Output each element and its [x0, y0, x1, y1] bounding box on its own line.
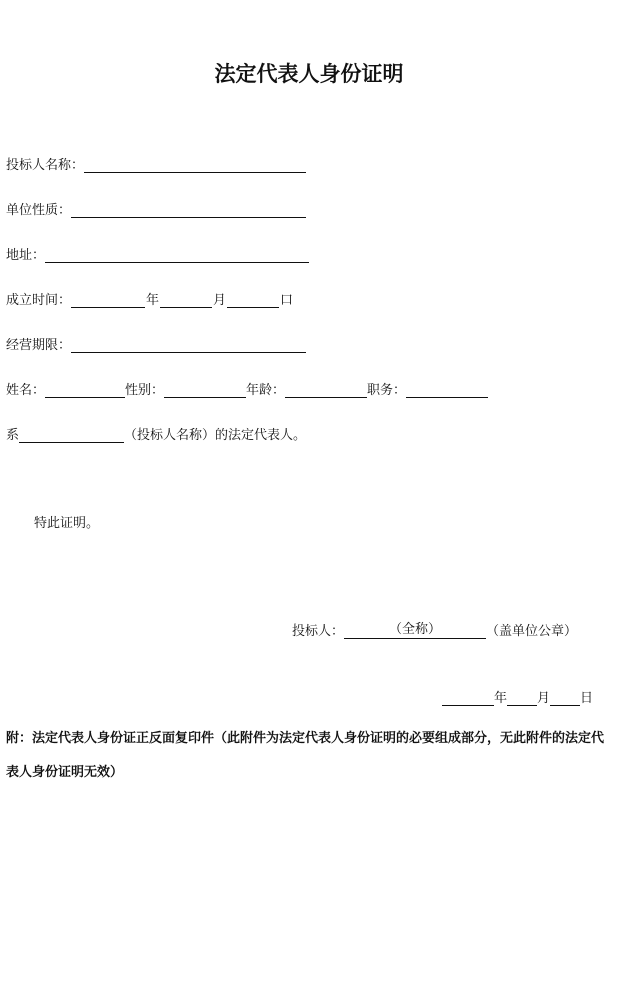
date-day-blank[interactable]: [550, 691, 580, 706]
statement-prefix: 系: [6, 428, 20, 443]
statement-row: [6, 423, 306, 443]
established-day-blank[interactable]: [227, 293, 279, 308]
unit-nature-blank[interactable]: [71, 203, 306, 218]
person-row: [6, 378, 488, 398]
date-year-blank[interactable]: [442, 691, 494, 706]
signature-label: 投标人：: [292, 624, 345, 639]
age-blank[interactable]: [285, 383, 367, 398]
term-blank[interactable]: [71, 338, 306, 353]
certify-row: [34, 511, 99, 531]
unit-nature-row: [6, 198, 306, 218]
name-blank[interactable]: [45, 383, 125, 398]
established-year-label: 年: [146, 293, 160, 308]
document-title: 法定代表人身份证明: [214, 61, 404, 86]
name-label: 姓名：: [6, 383, 46, 398]
position-label: 职务：: [367, 383, 407, 398]
position-blank[interactable]: [406, 383, 488, 398]
date-day-label: 日: [580, 691, 594, 706]
established-day-label: 口: [280, 293, 294, 308]
date-month-label: 月: [537, 691, 551, 706]
signature-fullname[interactable]: （全称）: [344, 622, 486, 639]
established-year-blank[interactable]: [71, 293, 145, 308]
address-label: 地址：: [6, 248, 46, 263]
term-row: [6, 333, 306, 353]
gender-label: 性别：: [125, 383, 165, 398]
address-blank[interactable]: [45, 248, 309, 263]
unit-nature-label: 单位性质：: [6, 203, 72, 218]
established-label: 成立时间：: [6, 293, 72, 308]
established-row: [6, 288, 294, 308]
gender-blank[interactable]: [164, 383, 246, 398]
date-row: [442, 686, 593, 706]
established-month-blank[interactable]: [160, 293, 212, 308]
bidder-name-label: 投标人名称：: [6, 158, 85, 173]
signature-row: [292, 619, 577, 639]
statement-blank[interactable]: [19, 428, 124, 443]
signature-seal: （盖单位公章）: [486, 624, 578, 639]
statement-suffix: （投标人名称）的法定代表人。: [124, 428, 307, 443]
certify-text: 特此证明。: [34, 516, 100, 531]
date-month-blank[interactable]: [507, 691, 537, 706]
bidder-name-row: [6, 153, 306, 173]
date-year-label: 年: [494, 691, 508, 706]
attachment-note: 附：法定代表人身份证正反面复印件（此附件为法定代表人身份证明的必要组成部分，无此附件的法定代表人身份证明无效）: [6, 731, 605, 780]
established-month-label: 月: [213, 293, 227, 308]
address-row: [6, 243, 309, 263]
bidder-name-blank[interactable]: [84, 158, 306, 173]
age-label: 年龄：: [246, 383, 286, 398]
term-label: 经营期限：: [6, 338, 72, 353]
